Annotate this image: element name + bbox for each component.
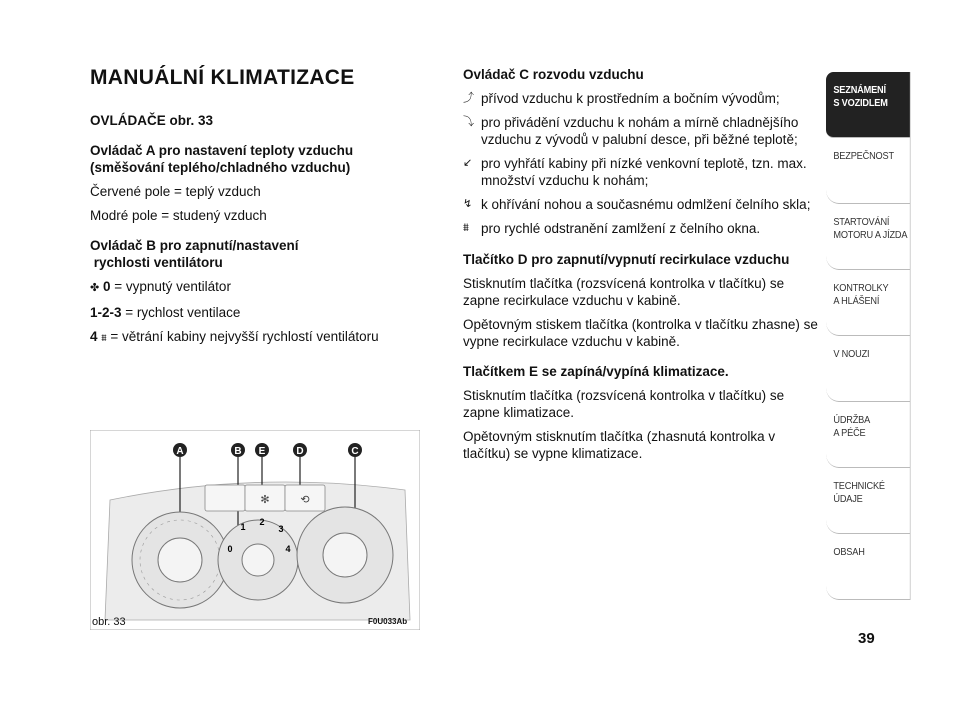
fan-speed-123-text: = rychlost ventilace: [121, 305, 241, 320]
label-a: [173, 443, 187, 457]
windshield-defrost-icon: ⩩: [463, 222, 469, 234]
fan-speed-0: [90, 278, 420, 297]
fan-number-1: 1: [240, 522, 246, 532]
section-sidebar: [826, 72, 918, 600]
sidebar-tab-label: BEZPEČNOST: [833, 151, 894, 162]
sidebar-tab-4[interactable]: [826, 336, 911, 402]
sidebar-tab-label: A PÉČE: [833, 428, 866, 439]
fan-speed-4-text: = větrání kabiny nejvyšší rychlostí ventilátoru: [106, 329, 379, 344]
sidebar-tab-0[interactable]: [826, 72, 911, 138]
figure-code: F0U033Ab: [368, 617, 408, 626]
control-c-heading: Ovládač C rozvodu vzduchu: [463, 67, 644, 82]
sidebar-tab-label: A HLÁŠENÍ: [833, 296, 880, 307]
c-item-defrost-text: pro rychlé odstranění zamlžení z čelního okna.: [481, 221, 761, 236]
sidebar-tab-5[interactable]: [826, 402, 911, 468]
button-e-p2: Opětovným stisknutím tlačítka (zhasnutá kontrolka v tlačítku) se vypne klimatizace.: [463, 429, 776, 461]
recirculation-icon: ⟲: [300, 494, 310, 506]
button-e-p1: Stisknutím tlačítka (rozsvícená kontrolka v tlačítku) se zapne klimatizace.: [463, 388, 785, 420]
fan-speed-123-key: 1-2-3: [90, 305, 122, 320]
sidebar-tab-label: STARTOVÁNÍ: [833, 217, 890, 228]
climate-panel-figure: [90, 430, 420, 630]
c-item-bilevel: [463, 114, 818, 148]
fan-speed-0-key: 0: [102, 279, 111, 294]
c-item-face: [463, 90, 818, 107]
control-a-red: Červené pole = teplý vzduch: [90, 184, 261, 199]
button-blank[interactable]: [205, 485, 245, 511]
sidebar-tab-label: KONTROLKY: [833, 283, 889, 294]
label-b: [231, 443, 245, 457]
button-d-p2: Opětovným stiskem tlačítka (kontrolka v tlačítku zhasne) se vypne recirkulace vzduchu v kabině.: [463, 317, 818, 349]
temperature-knob[interactable]: [132, 512, 228, 608]
ac-icon: ✻: [260, 494, 270, 506]
fan-off-icon: ✤: [90, 282, 100, 294]
label-c-text: C: [351, 446, 359, 457]
page-title: MANUÁLNÍ KLIMATIZACE: [90, 66, 355, 89]
button-d-p1: Stisknutím tlačítka (rozsvícená kontrolka v tlačítku) se zapne recirkulace vzduchu v kabině.: [463, 276, 785, 308]
fan-number-4: 4: [285, 544, 291, 554]
label-a-text: A: [176, 446, 184, 457]
figure-caption: obr. 33: [92, 616, 126, 628]
fan-number-3: 3: [278, 524, 284, 534]
sidebar-tab-label: ÚDAJE: [833, 494, 863, 505]
sidebar-tab-3[interactable]: [826, 270, 911, 336]
sidebar-tab-label: ÚDRŽBA: [833, 415, 871, 426]
fan-number-0: 0: [227, 544, 233, 554]
control-a-blue: Modré pole = studený vzduch: [90, 208, 267, 223]
label-b-text: B: [234, 446, 242, 457]
sidebar-tab-label: TECHNICKÉ: [833, 481, 885, 492]
c-item-feet-defog: [463, 196, 818, 213]
label-e-text: E: [258, 446, 266, 457]
right-column: [463, 66, 818, 462]
sidebar-tab-7[interactable]: [826, 534, 911, 600]
page-number: 39: [858, 630, 875, 647]
fan-speed-4: [90, 328, 420, 347]
label-c: [348, 443, 362, 457]
button-e-heading: Tlačítkem E se zapíná/vypíná klimatizace.: [463, 364, 729, 379]
vent-face-icon: ⤴: [463, 92, 474, 104]
sidebar-tab-6[interactable]: [826, 468, 911, 534]
button-d-heading: Tlačítko D pro zapnutí/vypnutí recirkulace vzduchu: [463, 252, 790, 267]
label-d-text: D: [296, 446, 304, 457]
fan-speed-0-text: = vypnutý ventilátor: [110, 279, 231, 294]
sidebar-tab-label: MOTORU A JÍZDA: [833, 230, 908, 241]
sidebar-tab-2[interactable]: [826, 204, 911, 270]
label-e: [255, 443, 269, 457]
fan-speed-123: [90, 304, 420, 321]
c-item-defrost: [463, 220, 818, 237]
c-item-feet-defog-text: k ohřívání nohou a současnému odmlžení čelního skla;: [481, 197, 811, 212]
control-a-heading: Ovládač A pro nastavení teploty vzduchu (směšování teplého/chladného vzduchu): [90, 143, 354, 175]
label-d: [293, 443, 307, 457]
defrost-icon: ⩩: [101, 333, 107, 344]
air-distribution-knob[interactable]: [297, 507, 393, 603]
control-b-heading-2: rychlosti ventilátoru: [90, 255, 223, 270]
controls-heading: OVLÁDAČE obr. 33: [90, 113, 214, 128]
c-item-feet-text: pro vyhřátí kabiny při nízké venkovní teplotě, tzn. max. množství vzduchu k nohám;: [481, 156, 807, 188]
sidebar-tab-label: SEZNÁMENÍ: [833, 85, 886, 96]
fan-number-2: 2: [259, 517, 265, 527]
sidebar-tab-1[interactable]: [826, 138, 911, 204]
sidebar-tab-label: V NOUZI: [833, 349, 870, 360]
control-b-heading-1: Ovládač B pro zapnutí/nastavení: [90, 238, 299, 253]
vent-feet-defog-icon: ↯: [463, 198, 473, 210]
c-item-bilevel-text: pro přivádění vzduchu k nohám a mírně chladnějšího vzduchu z vývodů v palubní desce, při běžné teplotě;: [481, 115, 799, 147]
vent-feet-icon: ↙: [463, 157, 473, 169]
vent-bilevel-icon: ⤵: [463, 116, 474, 128]
fan-speed-4-key: 4: [90, 329, 98, 344]
sidebar-tab-label: S VOZIDLEM: [833, 98, 888, 109]
sidebar-tab-label: OBSAH: [833, 547, 865, 558]
c-item-face-text: přívod vzduchu k prostředním a bočním vývodům;: [481, 91, 780, 106]
c-item-feet: [463, 155, 818, 189]
left-column: [90, 66, 420, 347]
